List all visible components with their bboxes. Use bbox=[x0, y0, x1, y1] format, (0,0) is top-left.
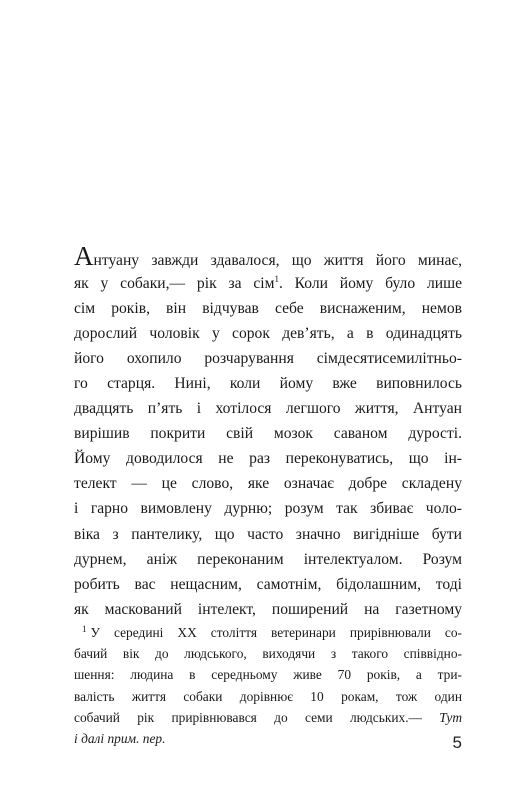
footnote-line: бачий вік до людського, виходячи з такого співвідно- bbox=[74, 646, 462, 662]
footnote-line: шення: людина в середньому живе 70 років, а три- bbox=[74, 667, 462, 683]
footnote-line: валість життя собаки дорівнює 10 рокам, тож один bbox=[74, 688, 462, 704]
text-line: і гарно вимовлену дурню; розум так збиває чоло- bbox=[74, 500, 462, 518]
footnote-line: $^1$ У середині ХХ століття ветеринари прирівнювали со- bbox=[82, 623, 462, 640]
text-line: дурнем, аніж переконаним інтелектуалом. Розум bbox=[74, 550, 462, 568]
footnote-line: собачий рік прирівнювався до семи людських.— Тут bbox=[74, 709, 462, 725]
text-line: телект — це слово, яке означає добре складену bbox=[74, 475, 462, 493]
footnote-reference[interactable]: 1 bbox=[274, 273, 279, 284]
text-line: робить вас нещасним, самотнім, бідолашним, тоді bbox=[74, 575, 462, 593]
footnote-line: і далі прим. пер. bbox=[74, 730, 166, 746]
text-line: вирішив покрити свій мозок саваном дурості. bbox=[74, 425, 462, 443]
text-line: дорослий чоловік у сорок дев’ять, а в одинадцять bbox=[74, 325, 462, 343]
text-line: двадцять п’ять і хотілося легшого життя, Антуан bbox=[74, 400, 462, 418]
footnote-marker: 1 bbox=[82, 623, 87, 634]
text-line: його охопило розчарування сімдесятисемилітньо- bbox=[74, 350, 462, 368]
main-text bbox=[74, 241, 462, 622]
footnote bbox=[74, 622, 462, 749]
text-line: Йому доводилося не раз переконуватись, що ін- bbox=[74, 450, 462, 468]
text-line: Антуану завжди здавалося, що життя його минає, bbox=[74, 241, 462, 271]
text-line: як маскований інтелект, поширений на газетному bbox=[74, 600, 462, 618]
text-line: віка з пантелику, що часто значно вигідніше бути bbox=[74, 525, 462, 543]
text-line: сім років, він відчував себе виснаженим, немов bbox=[74, 300, 462, 318]
drop-cap: А bbox=[74, 241, 94, 271]
page-number: 5 bbox=[452, 733, 462, 752]
text-line: як у собаки,— рік за сім$^1$. Коли йому було лише bbox=[74, 273, 462, 293]
text-line: го старця. Нині, коли йому вже виповнилось bbox=[74, 375, 462, 393]
